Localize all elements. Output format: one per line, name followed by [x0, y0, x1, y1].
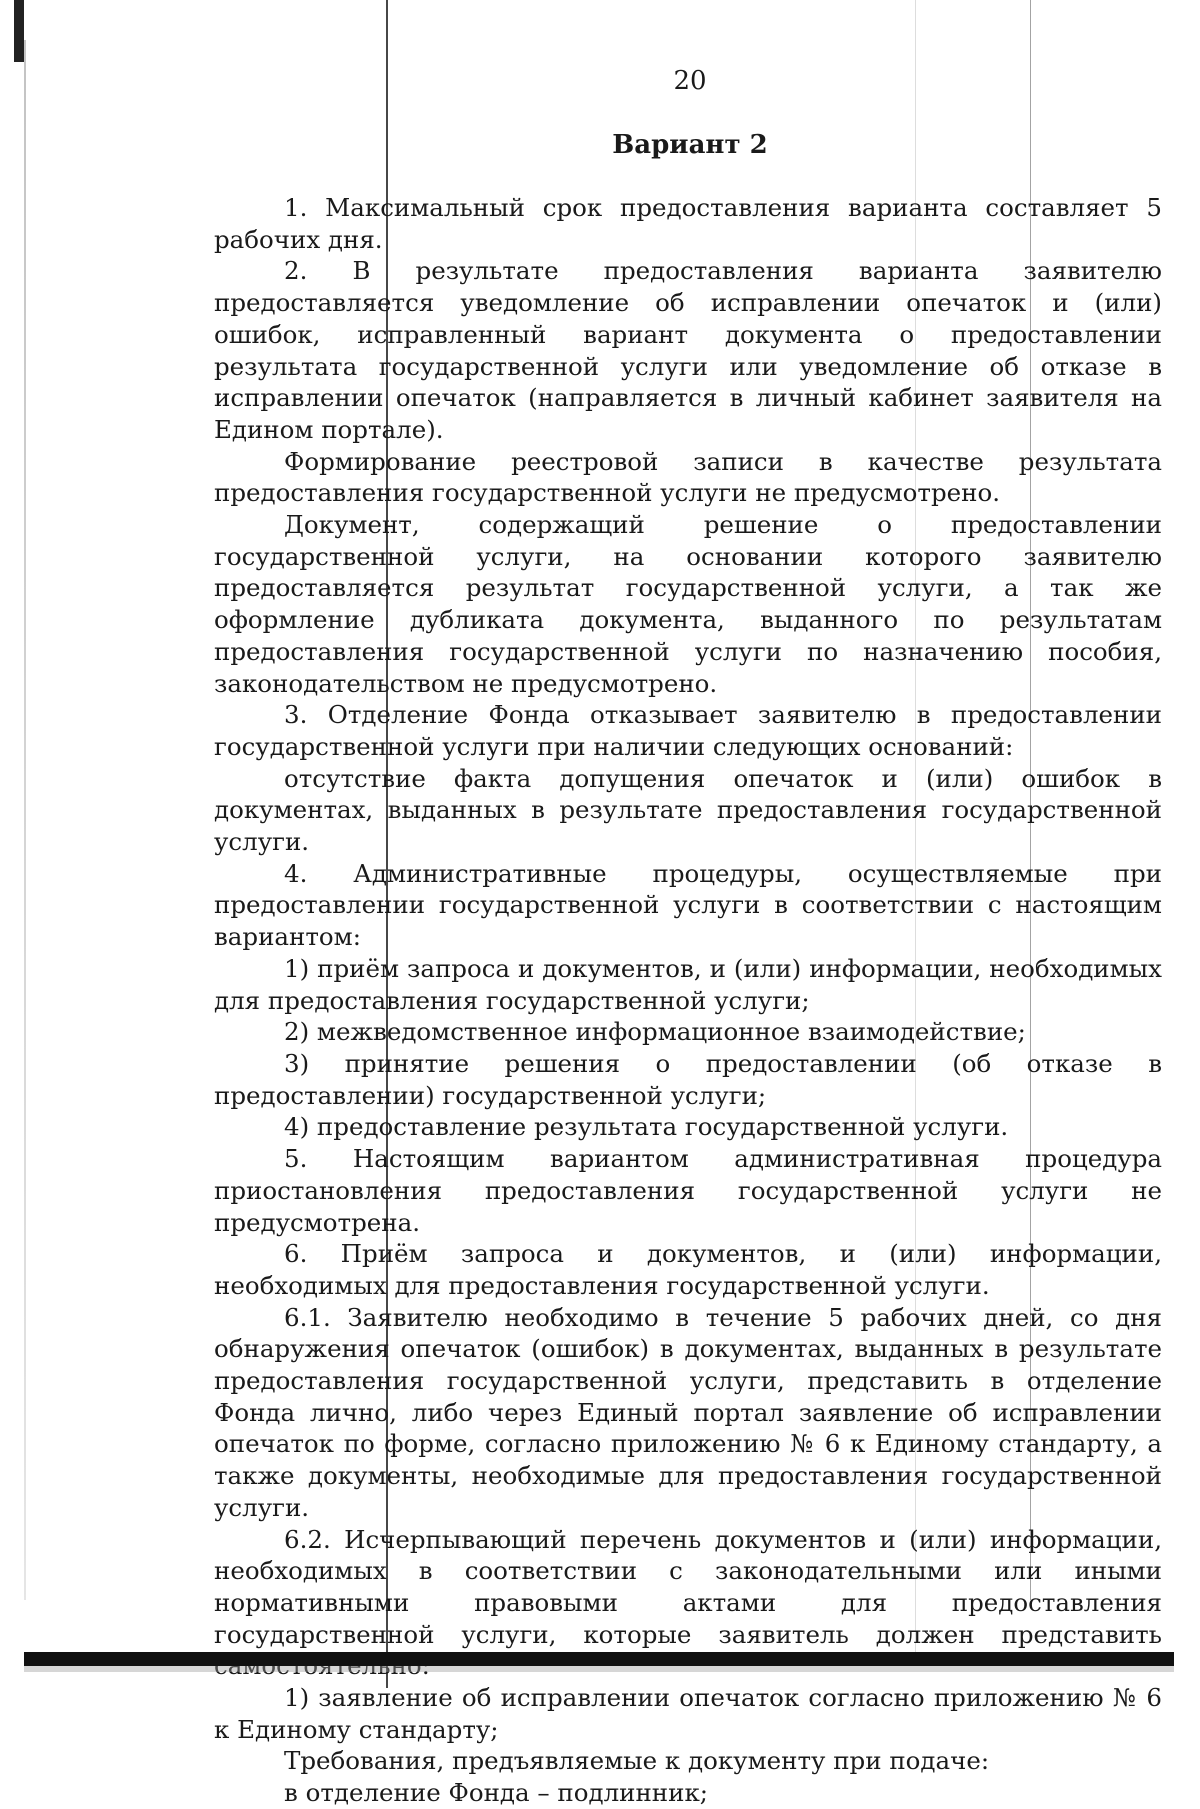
paragraph: 6. Приём запроса и документов, и (или) информации, необходимых для предоставления государственной услуги.	[214, 1239, 1162, 1300]
section-title: Вариант 2	[612, 130, 768, 160]
scan-edge-shadow	[24, 40, 26, 1600]
paragraph: Документ, содержащий решение о предоставлении государственной услуги, на основании которого заявителю предоставляется результат государственной услуги, а так же оформление дубликата документа, выданного по результатам предоставления государственной услуги по назначению пособия, законодательством не предусмотрено.	[214, 510, 1162, 698]
page-number: 20	[673, 66, 707, 96]
list-item: 1) заявление об исправлении опечаток согласно приложению № 6 к Единому стандарту;	[214, 1683, 1162, 1744]
paragraph: 3. Отделение Фонда отказывает заявителю в предоставлении государственной услуги при наличии следующих оснований:	[214, 700, 1162, 761]
list-item: 3) принятие решения о предоставлении (об отказе в предоставлении) государственной услуги;	[214, 1048, 1162, 1110]
paragraph: Формирование реестровой записи в качестве результата предоставления государственной услуги не предусмотрено.	[214, 446, 1162, 508]
paragraph: Требования, предъявляемые к документу при подаче:	[284, 1746, 990, 1776]
list-item: 4) предоставление результата государственной услуги.	[284, 1112, 1009, 1142]
paragraph: 2. В результате предоставления варианта заявителю предоставляется уведомление об исправлении опечаток и (или) ошибок, исправленный вариант документа о предоставлении результата государственной услуги или уведомление об отказе в исправлении опечаток (направляется в личный кабинет заявителя на Едином портале).	[214, 256, 1162, 444]
list-item: 2) межведомственное информационное взаимодействие;	[284, 1017, 1026, 1047]
paragraph: 6.1. Заявителю необходимо в течение 5 рабочих дней, со дня обнаружения опечаток (ошибок) в документах, выданных в результате предоставления государственной услуги, представить в отделение Фонда лично, либо через Единый портал заявление об исправлении опечаток по форме, согласно приложению № 6 к Единому стандарту, а также документы, необходимые для предоставления государственной услуги.	[214, 1302, 1162, 1522]
scan-bottom-edge	[24, 1652, 1174, 1666]
paragraph: отсутствие факта допущения опечаток и (или) ошибок в документах, выданных в результате предоставления государственной услуги.	[214, 763, 1162, 857]
document-body	[214, 192, 1162, 1809]
paragraph: 6.2. Исчерпывающий перечень документов и (или) информации, необходимых в соответствии с законодательными или иными нормативными правовыми актами для предоставления государственной услуги, которые заявитель должен представить	[214, 1524, 1162, 1649]
paragraph: 4. Административные процедуры, осуществляемые при предоставлении государственной услуги в соответствии с настоящим вариантом:	[214, 858, 1162, 952]
paragraph: в отделение Фонда – подлинник;	[284, 1778, 709, 1808]
paragraph: 5. Настоящим вариантом административная процедура приостановления предоставления государственной услуги не предусмотрена.	[214, 1144, 1162, 1237]
scan-bottom-shadow	[24, 1666, 1174, 1672]
list-item: 1) приём запроса и документов, и (или) информации, необходимых для предоставления государственной услуги;	[214, 953, 1162, 1015]
paragraph: 1. Максимальный срок предоставления варианта составляет 5 рабочих дня.	[214, 193, 1162, 254]
scan-edge-artifact	[14, 0, 24, 62]
